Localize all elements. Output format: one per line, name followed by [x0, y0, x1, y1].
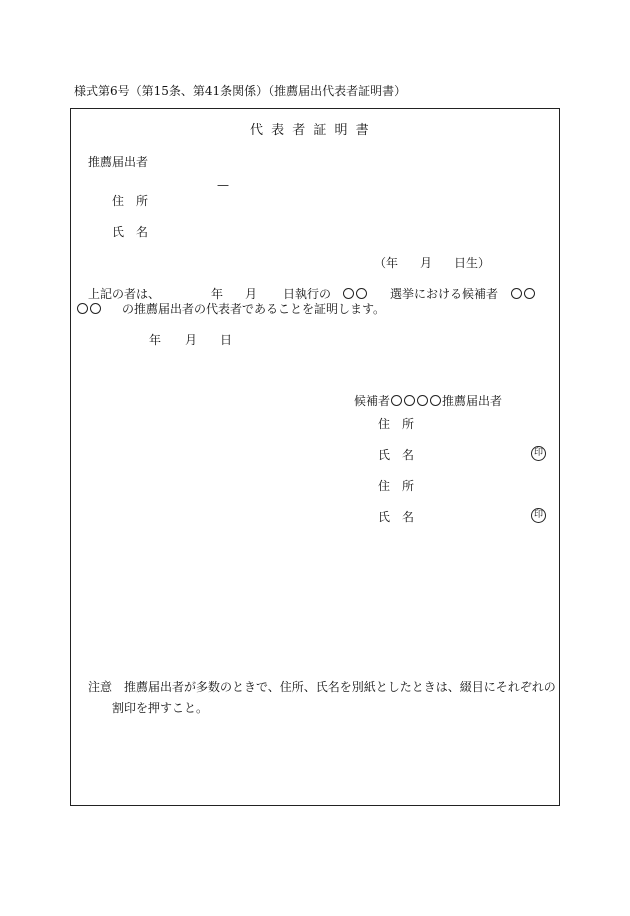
body-day-exec: 日執行の: [283, 287, 332, 301]
signer1-address-label: 住 所: [378, 417, 415, 431]
note-label: 注意: [88, 680, 113, 694]
body-line2-suffix: の推薦届出者の代表者であることを証明します。: [122, 302, 386, 316]
note-line-1: 推薦届出者が多数のときで、住所、氏名を別紙としたときは、綴目にそれぞれの: [124, 680, 556, 694]
seal-2: 印: [531, 508, 546, 523]
date-day: 日: [220, 333, 233, 347]
address-label: 住 所: [112, 194, 149, 208]
election-name-blank: [342, 287, 368, 301]
birth-day-label: 日生）: [454, 256, 491, 270]
birth-month-label: 月: [420, 256, 433, 270]
date-year: 年: [149, 333, 162, 347]
name-label: 氏 名: [112, 225, 149, 239]
note-line-2: 割印を押すこと。: [112, 701, 209, 715]
body-text-prefix: 上記の者は、: [88, 287, 161, 301]
document-title: 代 表 者 証 明 書: [250, 123, 371, 138]
recommender-label: 推薦届出者: [88, 155, 149, 169]
signer2-name-label: 氏 名: [378, 510, 415, 524]
signer1-name-label: 氏 名: [378, 448, 415, 462]
signer2-address-label: 住 所: [378, 479, 415, 493]
signer-heading: 候補者 推薦届出者: [354, 394, 503, 408]
birth-year-label: （年: [374, 256, 399, 270]
seal-1: 印: [531, 446, 546, 461]
body-election-suffix: 選挙における候補者: [390, 287, 499, 301]
candidate-name-blank-1: [510, 287, 536, 301]
body-year: 年: [211, 287, 224, 301]
candidate-name-blank-2: [76, 302, 102, 316]
date-month: 月: [185, 333, 198, 347]
body-month: 月: [245, 287, 258, 301]
dash-separator: —: [217, 178, 229, 192]
form-number: 様式第6号（第15条、第41条関係）（推薦届出代表者証明書）: [74, 84, 407, 98]
